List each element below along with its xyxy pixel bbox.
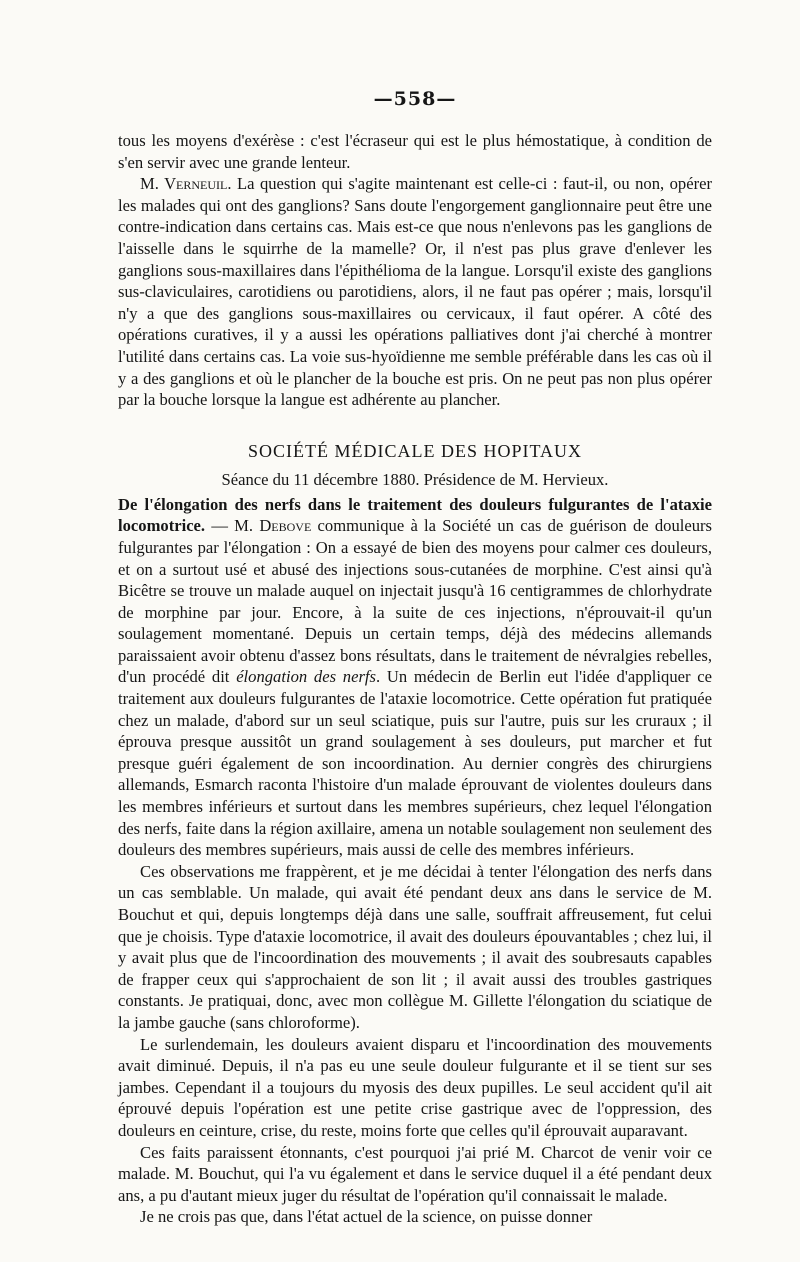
paragraph-observations: Ces observations me frappèrent, et je me décidai à tenter l'élongation des nerfs dans un cas semblable. Un malade, qui avait été pendant deux ans dans le service de M. Bouchut et qui, depuis longtemps déjà dans une salle, souffrait affreusement, fut celui que je choisis. Type d'ataxie locomotrice, il avait des douleurs épouvantables ; chez lui, il y avait plus que de l'incoordination des mouvements ; il avait des soubresauts capables de frapper ceux qui s'approchaient de son lit ; il avait aussi des troubles gastriques constants. Je pratiquai, donc, avec mon collègue M. Gillette l'élongation du sciatique de la jambe gauche (sans chloroforme).	[118, 861, 712, 1032]
paragraph-last: Je ne crois pas que, dans l'état actuel de la science, on puisse donner	[140, 1207, 593, 1227]
paragraph-continuation: tous les moyens d'exérèse : c'est l'écraseur qui est le plus hémostatique, à condition de s'en servir avec une grande lenteur.	[118, 131, 712, 172]
verneuil-paragraph	[118, 173, 712, 411]
paragraph-surlendemain: Le surlendemain, les douleurs avaient disparu et l'incoordination des mouvements avait diminué. Depuis, il n'a pas eu une seule douleur fulgurante et il se tient sur ses jambes. Cependant il a toujours du myosis des deux pupilles. Le seul accident qu'il ait éprouvé depuis l'opération est une petite crise gastrique avec de l'oppression, des douleurs en ceinture, crise, du reste, moins forte que celles qu'il éprouvait auparavant.	[118, 1034, 712, 1140]
society-heading: SOCIÉTÉ MÉDICALE DES HOPITAUX	[247, 440, 583, 461]
article-title: De l'élongation des nerfs dans le traitement des douleurs fulgurantes de l'ataxie locomotrice.	[118, 494, 712, 536]
session-line: Séance du 11 décembre 1880. Présidence de M. Hervieux.	[221, 469, 609, 489]
title-dash: —	[205, 516, 235, 536]
article-intro: communique à la Société un cas de guérison de douleurs fulgurantes par l'élongation : On a essayé de bien des moyens pour calmer ces douleurs, et on a surtout usé et abusé des injections sous-cutanées de morphine. C'est ainsi qu'à Bicêtre se trouve un malade auquel on injectait jusqu'à 16 centigrammes de chlorhydrate de morphine par jour. Encore, à la suite de ces injections, n'éprouvait-il qu'un soulagement momentané. Depuis un certain temps, déjà des médecins allemands paraissaient avoir obtenu d'assez bons résultats, dans le traitement de névralgies rebelles, d'un procédé dit	[118, 516, 713, 687]
italic-term: élongation des nerfs	[236, 667, 376, 687]
speaker-name: M. Verneuil.	[140, 174, 232, 194]
verneuil-text: La question qui s'agite maintenant est celle-ci : faut-il, ou non, opérer les malades qui ont des ganglions? Sans doute l'engorgement ganglionnaire peut être une contre-indication dans certains cas. Mais est-ce que nous n'enlevons pas les ganglions de l'aisselle dans le squirrhe de la mamelle? Or, il n'est pas plus grave d'enlever les ganglions sous-maxillaires dans l'épithélioma de la langue. Lorsqu'il existe des ganglions sus-claviculaires, carotidiens ou parotidiens, alors, il ne faut pas opérer ; mais, lorsqu'il n'y a que des ganglions sous-maxillaires ou cervicaux, il faut opérer. A côté des opérations curatives, il y a aussi les opérations palliatives dont j'ai cherché à montrer l'utilité dans certains cas. La voie sus-hyoïdienne me semble préférable dans les cas où il y a des ganglions et où le plancher de la bouche est pris. On ne peut pas non plus opérer par la bouche lorsque la langue est adhérente au plancher.	[118, 174, 712, 410]
article-rest: . Un médecin de Berlin eut l'idée d'appliquer ce traitement aux douleurs fulgurantes de l'ataxie locomotrice. Cette opération fut pratiquée chez un malade, d'abord sur un seul sciatique, puis sur l'autre, puis sur les cruraux ; il éprouva presque aussitôt un grand soulagement à ses douleurs, put marcher et fut presque guéri également de son incoordination. Au dernier congrès des chirurgiens allemands, Esmarch raconta l'histoire d'un malade éprouvant de violentes douleurs dans les membres inférieurs et surtout dans les membres supérieurs, chez lequel l'élongation des nerfs, faite dans la région axillaire, amena un notable soulagement non seulement des douleurs des membres supérieurs, mais aussi de celle des membres inférieurs.	[118, 667, 712, 860]
paragraph-faits: Ces faits paraissent étonnants, c'est pourquoi j'ai prié M. Charcot de venir voir ce malade. M. Bouchut, qui l'a vu également et dans le service duquel il a été pendant deux ans, a pu d'autant mieux juger du résultat de l'opération qu'il connaissait le malade.	[118, 1142, 712, 1205]
article-author: M. Debove	[234, 516, 312, 536]
article-paragraph	[118, 494, 712, 861]
page-number: —558—	[373, 88, 457, 110]
